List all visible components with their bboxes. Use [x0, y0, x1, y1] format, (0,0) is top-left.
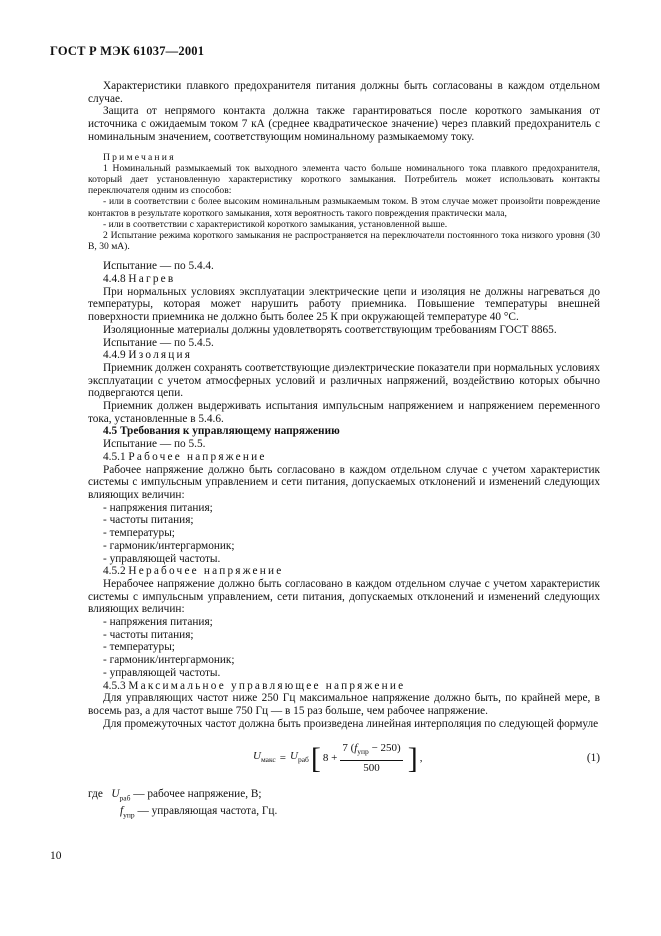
paragraph: Характеристики плавкого предохранителя питания должны быть согласованы в каждом отдельном случае.: [88, 80, 600, 105]
formula-constant: 8 +: [322, 752, 338, 765]
formula-numerator: [340, 742, 402, 761]
paragraph: Приемник должен сохранять соответствующие диэлектрические показатели при нормальных условиях эксплуатации с учетом атмосферных условий и различных напряжений, воздействию которых обычно подвергаются цепи.: [88, 361, 600, 400]
formula-left-bracket: [: [310, 741, 321, 775]
document-header: ГОСТ Р МЭК 61037—2001: [50, 44, 205, 58]
formula-denominator: 500: [363, 762, 380, 775]
section-number: 4.5.3: [103, 679, 126, 692]
section-heading-4-4-8: [88, 273, 600, 286]
list-item: - температуры;: [103, 527, 175, 540]
section-number: 4.5.1: [103, 450, 126, 463]
formula-u-max-sub: макс: [260, 755, 276, 765]
formula-f: f: [354, 742, 358, 755]
where-u-sub: раб: [119, 793, 131, 803]
where-line: [88, 788, 600, 805]
where-u-desc: — рабочее напряжение, В;: [133, 788, 262, 801]
where-f-desc: — управляющая частота, Гц.: [137, 805, 278, 818]
list-item: - температуры;: [103, 641, 175, 654]
paragraph: Для управляющих частот ниже 250 Гц максимальное напряжение должно быть, по крайней мере, в восемь раз, а для частот выше 750 Гц — в 15 раз больше, чем рабочее напряжение.: [88, 692, 600, 717]
section-heading-4-5-3: [88, 680, 600, 693]
test-reference: Испытание — по 5.4.5.: [103, 336, 214, 349]
notes-block: [88, 152, 600, 253]
formula-right-bracket: ]: [407, 741, 418, 775]
where-f-sub: упр: [123, 810, 135, 820]
note-item: 2 Испытание режима короткого замыкания не распространяется на переключатели постоянного тока низкого уровня (30 В, 30 мА).: [88, 229, 600, 253]
where-f: f: [120, 805, 124, 818]
note-item: - или в соответствии с характеристикой короткого замыкания, установленной выше.: [103, 218, 448, 230]
formula-number: (1): [586, 752, 600, 765]
section-heading-4-5: 4.5 Требования к управляющему напряжению: [103, 425, 340, 438]
section-heading-4-5-2: [88, 565, 600, 578]
formula-f-sub: упр: [357, 747, 369, 757]
where-block: [88, 788, 600, 822]
where-line: [88, 805, 600, 822]
formula-1: [88, 740, 600, 786]
paragraph: Защита от непрямого контакта должна также гарантироваться после короткого замыкания от источника с ожидаемым током 7 кА (среднее квадратическое значение) через плавкий предохранитель с номинальным значением, соответствующим номинальному размыкаемому току.: [88, 105, 600, 143]
section-title: Нерабочее напряжение: [128, 565, 284, 578]
where-prefix: где: [88, 788, 103, 801]
section-heading-4-4-9: [88, 349, 600, 362]
section-title: Нагрев: [128, 273, 176, 286]
formula-num-a: 7 (: [342, 742, 355, 755]
list-item: - напряжения питания;: [103, 616, 213, 629]
section-number: 4.5.2: [103, 565, 126, 578]
list-item: - напряжения питания;: [103, 501, 213, 514]
list-item: - управляющей частоты.: [103, 666, 221, 679]
paragraph: Приемник должен выдерживать испытания импульсным напряжением и напряжением переменного тока, установленные в 5.4.6.: [88, 400, 600, 425]
page-number: 10: [50, 850, 62, 862]
section-number: 4.4.8: [103, 273, 126, 286]
paragraph: Изоляционные материалы должны удовлетворять соответствующим требованиям ГОСТ 8865.: [103, 323, 557, 336]
section-title: Рабочее напряжение: [128, 450, 267, 463]
where-u: U: [111, 788, 120, 801]
formula-num-b: − 250): [371, 742, 401, 755]
paragraph: Нерабочее напряжение должно быть согласовано в каждом отдельном случае с учетом характеристик системы с импульсным управлением, сети питания, допускаемых отклонений и изменений следующих влияющих величин:: [88, 577, 600, 616]
paragraph: При нормальных условиях эксплуатации электрические цепи и изоляция не должны нагреваться до температуры, которая может нарушить работу приемника. Повышение температуры внешней поверхности приемника не должно быть более 25 К при окружающей температуре 40 °С.: [88, 285, 600, 324]
list-item: - гармоник/интергармоник;: [103, 539, 235, 552]
notes-heading: Примечания: [103, 151, 176, 163]
formula-equals: =: [279, 752, 286, 765]
section-number: 4.4.9: [103, 349, 126, 362]
formula-u-rab-sub: раб: [297, 755, 309, 765]
section-title: Максимальное управляющее напряжение: [128, 679, 406, 692]
list-item: - частоты питания;: [103, 514, 194, 527]
list-item: - гармоник/интергармоник;: [103, 654, 235, 667]
page-body: [88, 80, 600, 822]
list-item: - частоты питания;: [103, 628, 194, 641]
formula-u-max: U: [253, 750, 261, 763]
list-item: - управляющей частоты.: [103, 552, 221, 565]
section-heading-4-5-1: [88, 451, 600, 464]
formula-expression: [253, 742, 422, 775]
note-item: - или в соответствии с более высоким номинальным размыкаемым током. В этом случае может произойти повреждение контактов в результате короткого замыкания, хотя вероятность такого повреждения практически мала,: [88, 196, 600, 219]
note-item: 1 Номинальный размыкаемый ток выходного элемента часто больше номинального тока плавкого предохранителя, который дает установленную характеристику короткого замыкания. Потребитель может использовать контакты переключателя одним из способов:: [88, 162, 600, 197]
formula-u-rab: U: [289, 750, 298, 763]
formula-tail: ,: [419, 752, 423, 765]
test-reference: Испытание — по 5.4.4.: [103, 260, 214, 273]
paragraph: Для промежуточных частот должна быть произведена линейная интерполяция по следующей формуле: [103, 717, 599, 730]
test-reference: Испытание — по 5.5.: [103, 438, 206, 451]
paragraph: Рабочее напряжение должно быть согласовано в каждом отдельном случае с учетом характеристик системы с импульсным управлением и сети питания, допускаемых отклонений и изменений следующих влияющих величин:: [88, 463, 600, 501]
formula-fraction: [340, 742, 402, 775]
section-title: Изоляция: [128, 349, 193, 362]
